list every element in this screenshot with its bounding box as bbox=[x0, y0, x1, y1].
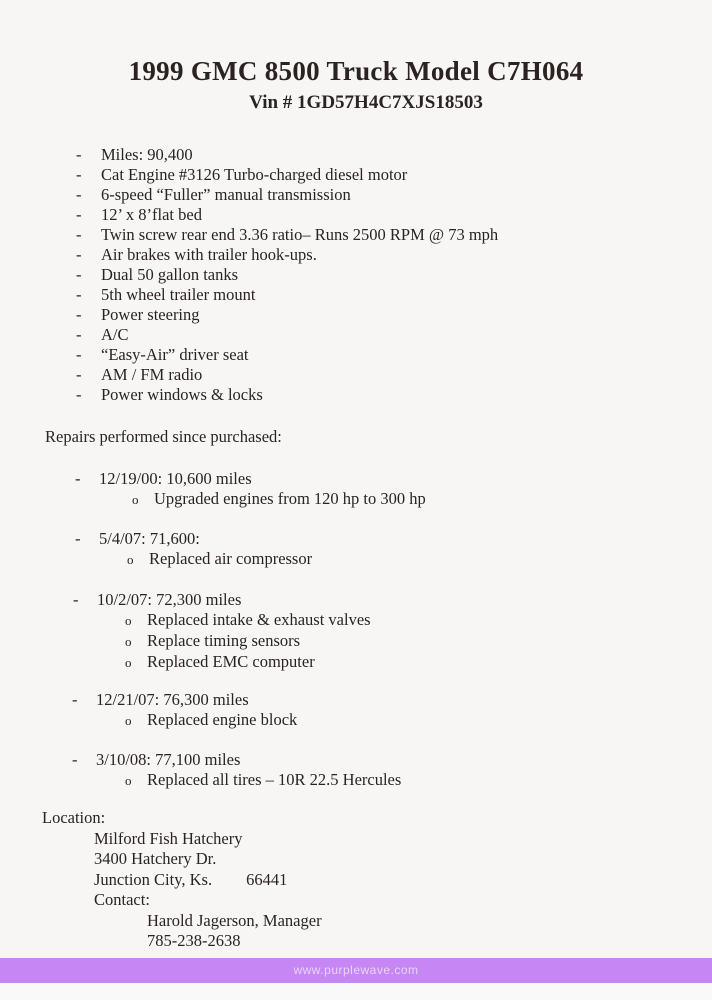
circle-bullet-icon: o bbox=[132, 492, 139, 507]
circle-bullet-icon: o bbox=[125, 613, 132, 628]
page-title: 1999 GMC 8500 Truck Model C7H064 bbox=[128, 56, 584, 86]
dash-marker: - bbox=[76, 305, 82, 324]
dash-marker: - bbox=[76, 145, 82, 164]
vin-number: Vin # 1GD57H4C7XJS18503 bbox=[249, 92, 483, 113]
repair-date: - 5/4/07: 71,600: bbox=[75, 529, 200, 548]
dash-marker: - bbox=[76, 205, 82, 224]
contact-name: Harold Jagerson, Manager bbox=[147, 910, 322, 930]
repair-entry bbox=[72, 750, 401, 791]
repair-item: o Replace timing sensors bbox=[125, 631, 301, 650]
list-item: - 12’ x 8’flat bed bbox=[76, 205, 202, 224]
contact-phone: 785-238-2638 bbox=[147, 931, 241, 950]
repair-item: o Replaced intake & exhaust valves bbox=[125, 610, 371, 629]
list-item: - 6-speed “Fuller” manual transmission bbox=[76, 185, 351, 204]
dash-marker: - bbox=[75, 529, 81, 548]
dash-marker: - bbox=[76, 285, 82, 304]
dash-marker: - bbox=[76, 185, 82, 204]
repair-item: o Replaced engine block bbox=[125, 710, 298, 729]
list-item: - Dual 50 gallon tanks bbox=[76, 265, 239, 284]
location-street: 3400 Hatchery Dr. bbox=[94, 849, 217, 868]
dash-marker: - bbox=[72, 690, 78, 709]
repair-entry bbox=[72, 690, 297, 731]
dash-marker: - bbox=[76, 325, 82, 344]
repair-entry bbox=[75, 469, 426, 510]
list-item: - “Easy-Air” driver seat bbox=[76, 345, 249, 364]
footer-watermark-bar bbox=[0, 958, 712, 983]
dash-marker: - bbox=[75, 469, 81, 488]
footer-url: www.purplewave.com bbox=[293, 963, 419, 977]
list-item: - AM / FM radio bbox=[76, 365, 203, 384]
list-item: - Miles: 90,400 bbox=[76, 145, 193, 164]
repair-entry bbox=[73, 590, 371, 673]
repair-entry bbox=[75, 529, 312, 570]
repair-item: o Replaced air compressor bbox=[127, 549, 313, 568]
repair-date: - 10/2/07: 72,300 miles bbox=[73, 590, 242, 609]
list-item: - 5th wheel trailer mount bbox=[76, 285, 256, 304]
location-name: Milford Fish Hatchery bbox=[94, 828, 243, 848]
list-item: - Twin screw rear end 3.36 ratio– Runs 2500 RPM @ 73 mph bbox=[76, 225, 499, 244]
dash-marker: - bbox=[76, 385, 82, 404]
dash-marker: - bbox=[76, 265, 82, 284]
dash-marker: - bbox=[73, 590, 79, 609]
list-item: - Air brakes with trailer hook-ups. bbox=[76, 245, 317, 264]
repair-item: o Replaced EMC computer bbox=[125, 652, 315, 671]
location-city: Junction City, Ks. bbox=[94, 869, 213, 889]
dash-marker: - bbox=[76, 365, 82, 384]
dash-marker: - bbox=[76, 245, 82, 264]
circle-bullet-icon: o bbox=[125, 655, 132, 670]
location-label: Location: bbox=[42, 808, 106, 827]
repair-date: - 12/21/07: 76,300 miles bbox=[72, 690, 249, 709]
list-item: - Cat Engine #3126 Turbo-charged diesel motor bbox=[76, 165, 408, 184]
repair-date: - 3/10/08: 77,100 miles bbox=[72, 750, 241, 769]
circle-bullet-icon: o bbox=[127, 552, 134, 567]
circle-bullet-icon: o bbox=[125, 634, 132, 649]
circle-bullet-icon: o bbox=[125, 773, 132, 788]
repair-date: - 12/19/00: 10,600 miles bbox=[75, 469, 252, 488]
repairs-heading: Repairs performed since purchased: bbox=[45, 427, 282, 446]
repair-item: o Replaced all tires – 10R 22.5 Hercules bbox=[125, 770, 402, 789]
dash-marker: - bbox=[76, 165, 82, 184]
contact-label: Contact: bbox=[94, 890, 150, 909]
circle-bullet-icon: o bbox=[125, 713, 132, 728]
dash-marker: - bbox=[72, 750, 78, 769]
location-zip: 66441 bbox=[246, 869, 288, 889]
dash-marker: - bbox=[76, 345, 82, 364]
feature-list bbox=[76, 145, 498, 405]
list-item: - A/C bbox=[76, 325, 129, 344]
list-item: - Power steering bbox=[76, 305, 200, 324]
location-city-line bbox=[42, 870, 322, 891]
list-item: - Power windows & locks bbox=[76, 385, 263, 404]
dash-marker: - bbox=[76, 225, 82, 244]
repair-item: o Upgraded engines from 120 hp to 300 hp bbox=[132, 489, 426, 508]
location-block bbox=[42, 808, 322, 952]
footer-margin bbox=[0, 983, 712, 1000]
